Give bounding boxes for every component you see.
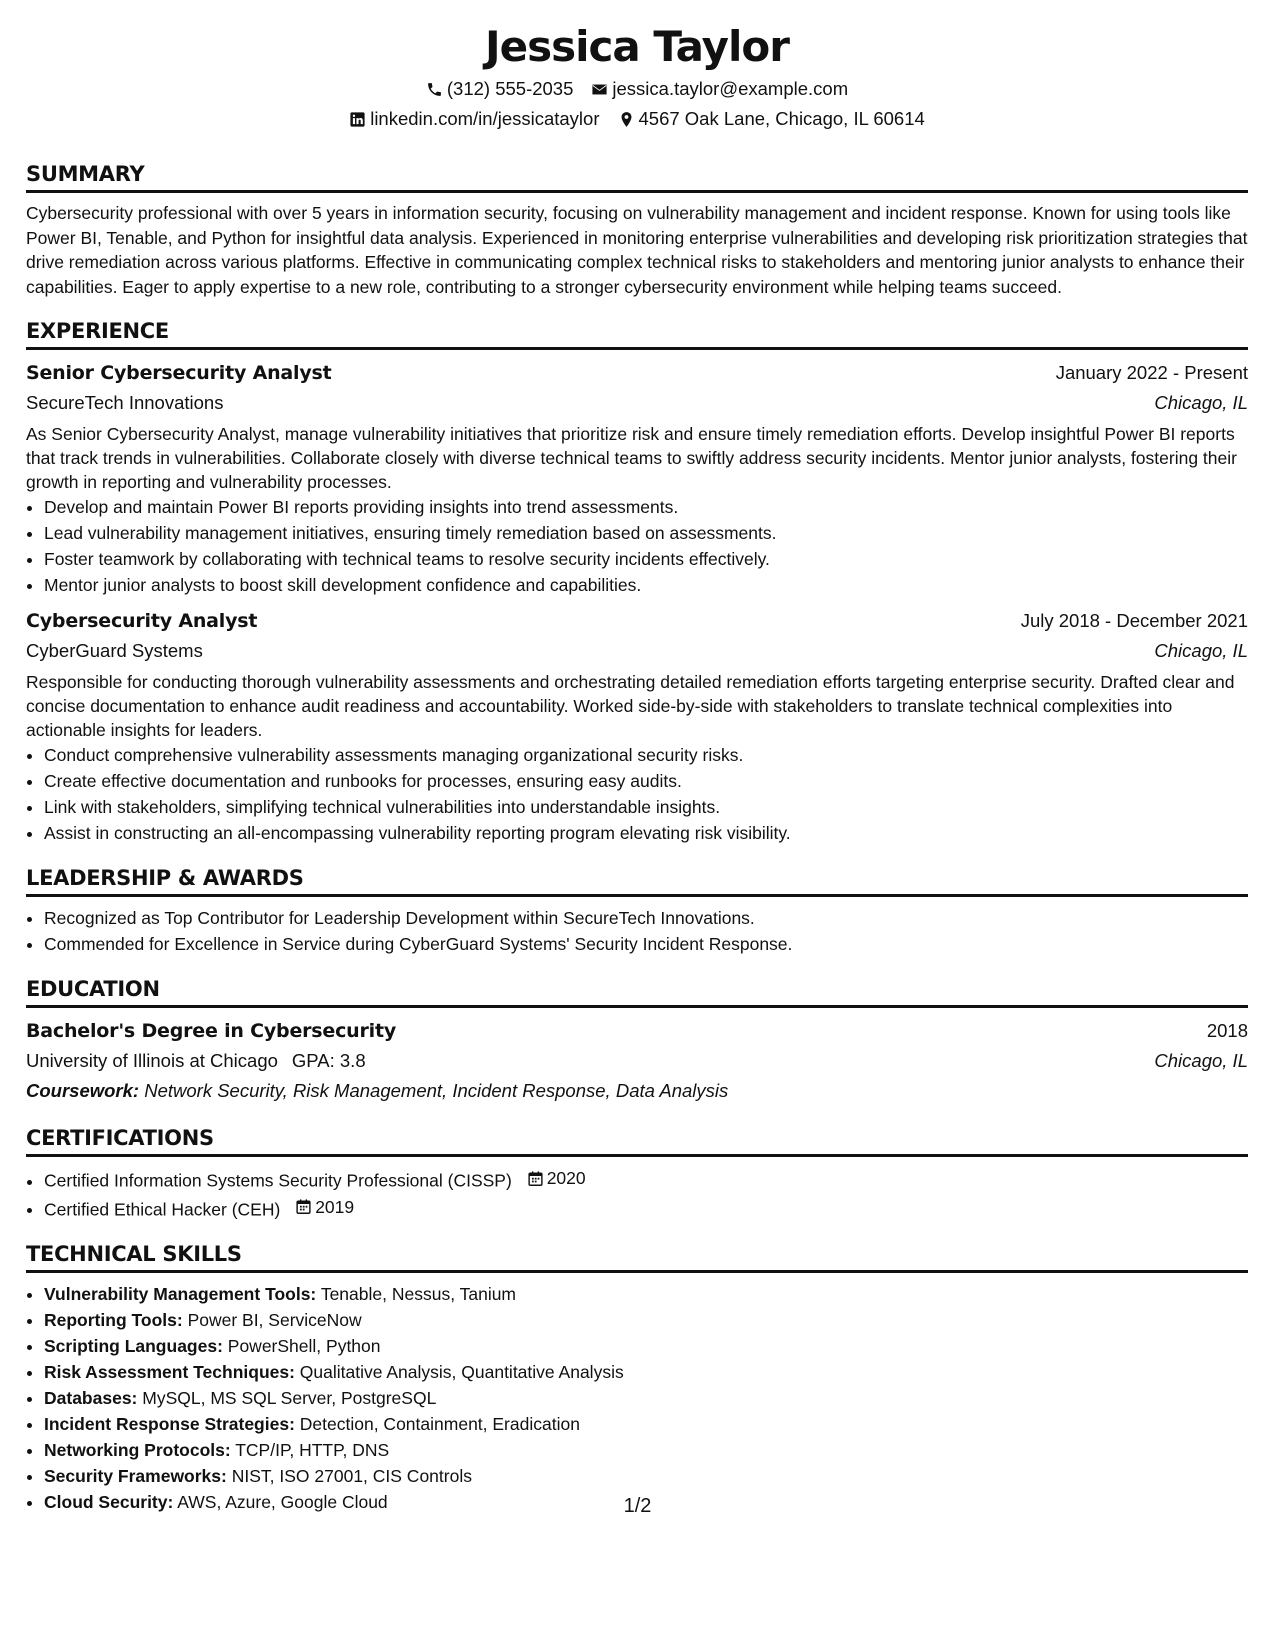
- skill-label: Incident Response Strategies:: [44, 1414, 295, 1434]
- list-item: • Commended for Excellence in Service during CyberGuard Systems' Security Incident Response.: [44, 931, 1248, 957]
- email-text[interactable]: jessica.taylor@example.com: [612, 78, 849, 99]
- cert-year: 2020: [546, 1168, 586, 1188]
- job-title: Senior Cybersecurity Analyst: [26, 362, 332, 384]
- skill-label: Cloud Security:: [44, 1492, 174, 1512]
- calendar-icon: [295, 1198, 312, 1215]
- skill-value: Power BI, ServiceNow: [187, 1310, 362, 1330]
- skill-value: NIST, ISO 27001, CIS Controls: [231, 1466, 472, 1486]
- email-contact[interactable]: [591, 74, 848, 104]
- map-marker-icon: [618, 111, 635, 128]
- school-location: Chicago, IL: [1154, 1050, 1248, 1071]
- cert-name: Certified Information Systems Security Professional (CISSP): [44, 1170, 512, 1191]
- skill-value: Detection, Containment, Eradication: [299, 1414, 580, 1434]
- gpa: GPA: 3.8: [291, 1050, 366, 1071]
- skills-heading: TECHNICAL SKILLS: [26, 1240, 1248, 1273]
- leadership-section: [26, 864, 1248, 957]
- list-item: • Assist in constructing an all-encompassing vulnerability reporting program elevating risk visibility.: [44, 820, 1248, 846]
- envelope-icon: [591, 81, 608, 98]
- resume-page: [26, 20, 1248, 1515]
- skill-value: PowerShell, Python: [227, 1336, 381, 1356]
- list-item: • Lead vulnerability management initiatives, ensuring timely remediation based on assessments.: [44, 520, 1248, 546]
- skill-label: Reporting Tools:: [44, 1310, 183, 1330]
- summary-text: Cybersecurity professional with over 5 years in information security, focusing on vulnerability management and incident response. Known for using tools like Power BI, Tenable, and Python for insightful data analysis. Experienced in monitoring enterprise vulnerabilities and developing risk prioritization strategies that drive remediation across various platforms. Effective in communicating complex technical risks to stakeholders and mentoring junior analysts to enhance their capabilities. Eager to apply expertise to a new role, contributing to a stronger cybersecurity environment while helping teams succeed.: [26, 203, 1248, 297]
- list-item: • Mentor junior analysts to boost skill development confidence and capabilities.: [44, 572, 1248, 598]
- linkedin-icon: [349, 111, 366, 128]
- job-dates: July 2018 - December 2021: [1020, 610, 1248, 631]
- summary-heading: SUMMARY: [26, 160, 1248, 193]
- list-item: • Create effective documentation and runbooks for processes, ensuring easy audits.: [44, 768, 1248, 794]
- skill-label: Scripting Languages:: [44, 1336, 223, 1356]
- summary-section: [26, 160, 1248, 299]
- job-description: Responsible for conducting thorough vulnerability assessments and orchestrating detailed remediation efforts targeting enterprise security. Drafted clear and concise documentation to enhance audit readiness and accountability. Worked side-by-side with stakeholders to translate technical complexities into actionable insights for leaders.: [26, 672, 1235, 740]
- skill-value: Tenable, Nessus, Tanium: [320, 1284, 517, 1304]
- contact-line-1: [26, 74, 1248, 104]
- leadership-heading: LEADERSHIP & AWARDS: [26, 864, 1248, 897]
- experience-heading: EXPERIENCE: [26, 317, 1248, 350]
- coursework-list: Network Security, Risk Management, Incident Response, Data Analysis: [144, 1080, 729, 1101]
- list-item: • Link with stakeholders, simplifying technical vulnerabilities into understandable insights.: [44, 794, 1248, 820]
- list-item: [44, 1307, 1248, 1333]
- coursework-line: [26, 1076, 1248, 1106]
- skills-section: [26, 1240, 1248, 1515]
- school-line: [26, 1046, 366, 1076]
- leadership-list: [26, 905, 1248, 957]
- skill-value: TCP/IP, HTTP, DNS: [235, 1440, 390, 1460]
- certifications-heading: CERTIFICATIONS: [26, 1124, 1248, 1157]
- job-dates: January 2022 - Present: [1055, 362, 1248, 383]
- job-location: Chicago, IL: [1154, 392, 1248, 413]
- job-bullets: [26, 742, 1248, 846]
- education-section: [26, 975, 1248, 1106]
- skill-label: Security Frameworks:: [44, 1466, 227, 1486]
- list-item: • Recognized as Top Contributor for Leadership Development within SecureTech Innovations.: [44, 905, 1248, 931]
- candidate-name: Jessica Taylor: [485, 22, 789, 71]
- skill-label: Risk Assessment Techniques:: [44, 1362, 295, 1382]
- job-description: As Senior Cybersecurity Analyst, manage vulnerability initiatives that prioritize risk and ensure timely remediation efforts. Develop insightful Power BI reports that track trends in vulnerabilities. Collaborate closely with diverse technical teams to swiftly address security incidents. Mentor junior analysts, fostering their growth in reporting and vulnerability processes.: [26, 424, 1237, 492]
- contact-line-2: [26, 104, 1248, 134]
- phone-text: (312) 555-2035: [446, 78, 574, 99]
- school-name: University of Illinois at Chicago: [26, 1050, 278, 1071]
- list-item: [44, 1411, 1248, 1437]
- phone-contact: [426, 74, 574, 104]
- cert-name: Certified Ethical Hacker (CEH): [44, 1199, 281, 1219]
- list-item: • Foster teamwork by collaborating with technical teams to resolve security incidents effectively.: [44, 546, 1248, 572]
- page-number: 1/2: [623, 1495, 652, 1517]
- experience-section: [26, 317, 1248, 846]
- job-location: Chicago, IL: [1154, 640, 1248, 661]
- degree-title: Bachelor's Degree in Cybersecurity: [26, 1020, 397, 1042]
- address-contact: [618, 104, 925, 134]
- list-item: • Conduct comprehensive vulnerability assessments managing organizational security risks.: [44, 742, 1248, 768]
- graduation-year: 2018: [1206, 1020, 1248, 1041]
- calendar-icon: [527, 1170, 544, 1187]
- list-item: [44, 1385, 1248, 1411]
- linkedin-contact[interactable]: [349, 104, 599, 134]
- address-text: 4567 Oak Lane, Chicago, IL 60614: [638, 108, 925, 129]
- list-item: [44, 1359, 1248, 1385]
- job-company: SecureTech Innovations: [26, 392, 224, 413]
- coursework-label: Coursework:: [26, 1080, 140, 1101]
- cert-year: 2019: [315, 1196, 355, 1217]
- skill-label: Networking Protocols:: [44, 1440, 231, 1460]
- linkedin-text[interactable]: linkedin.com/in/jessicataylor: [370, 108, 600, 129]
- phone-icon: [426, 81, 443, 98]
- list-item: [44, 1333, 1248, 1359]
- list-item: [44, 1437, 1248, 1463]
- cert-date: [295, 1194, 354, 1220]
- job-title: Cybersecurity Analyst: [26, 610, 258, 632]
- skills-list: [26, 1281, 1248, 1515]
- job-company: CyberGuard Systems: [26, 640, 203, 661]
- education-heading: EDUCATION: [26, 975, 1248, 1008]
- skill-label: Databases:: [44, 1388, 138, 1408]
- list-item: [44, 1165, 1248, 1194]
- job-bullets: [26, 494, 1248, 598]
- job-entry: [26, 606, 1248, 846]
- list-item: [44, 1194, 1248, 1223]
- job-entry: [26, 358, 1248, 598]
- skill-label: Vulnerability Management Tools:: [44, 1284, 317, 1304]
- list-item: • Develop and maintain Power BI reports providing insights into trend assessments.: [44, 494, 1248, 520]
- skill-value: MySQL, MS SQL Server, PostgreSQL: [142, 1388, 437, 1408]
- certifications-list: [26, 1165, 1248, 1222]
- skill-value: AWS, Azure, Google Cloud: [177, 1492, 388, 1512]
- skill-value: Qualitative Analysis, Quantitative Analysis: [299, 1362, 624, 1382]
- cert-date: [527, 1165, 586, 1191]
- list-item: [44, 1463, 1248, 1489]
- list-item: [44, 1281, 1248, 1307]
- certifications-section: [26, 1124, 1248, 1222]
